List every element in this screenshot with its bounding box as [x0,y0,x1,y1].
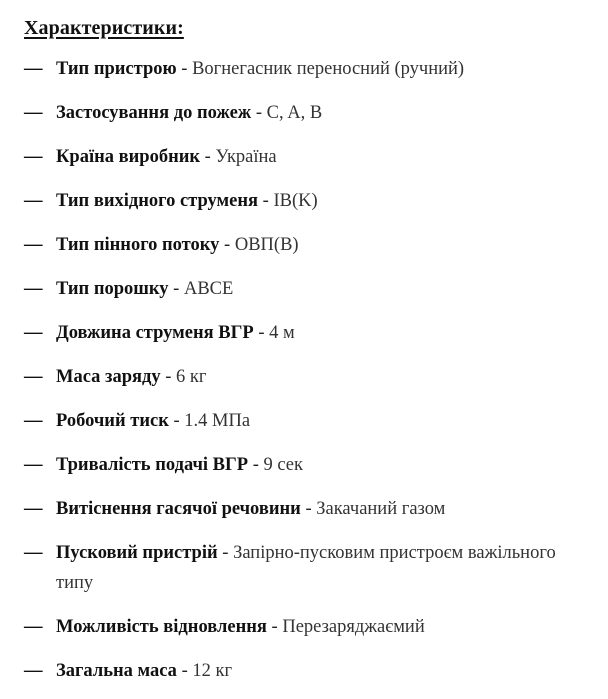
spec-value: C, A, B [266,103,323,123]
spec-value: 6 кг [176,367,207,387]
spec-label: Тип пінного потоку [56,235,220,255]
spec-item-charge-mass [24,362,592,392]
dash-marker: — [24,499,43,519]
spec-value: 4 м [269,323,295,343]
spec-label: Можливість відновлення [56,617,267,637]
spec-label: Пусковий пристрій [56,543,218,563]
spec-value: Вогнегасник переносний (ручний) [192,59,465,79]
spec-item-total-mass [24,656,592,686]
spec-separator: - [160,367,177,387]
dash-marker: — [24,103,43,123]
spec-separator: - [168,279,184,299]
spec-value: IB(K) [273,191,318,211]
spec-separator: - [253,323,270,343]
spec-value: 12 кг [192,661,233,681]
spec-value: 9 сек [263,455,304,475]
spec-label: Застосування до пожеж [56,103,252,123]
specifications-heading: Характеристики: [24,17,184,39]
spec-value: Перезаряджаємий [282,617,425,637]
spec-value: 1.4 МПа [184,411,251,431]
spec-value: Україна [215,147,277,167]
spec-label: Тип вихідного струменя [56,191,259,211]
dash-marker: — [24,235,43,255]
dash-marker: — [24,543,43,563]
spec-item-device-type [24,54,592,84]
spec-item-recharge [24,612,592,642]
dash-marker: — [24,59,43,79]
spec-label: Тип пристрою [56,59,177,79]
spec-item-foam-flow [24,230,592,260]
spec-item-powder-type [24,274,592,304]
spec-label: Тип порошку [56,279,169,299]
dash-marker: — [24,411,43,431]
dash-marker: — [24,279,43,299]
spec-separator: - [300,499,317,519]
spec-separator: - [168,411,185,431]
spec-separator: - [219,235,235,255]
spec-separator: - [176,59,193,79]
spec-item-stream-type [24,186,592,216]
dash-marker: — [24,323,43,343]
spec-separator: - [258,191,274,211]
spec-separator: - [248,455,264,475]
spec-item-stream-length [24,318,592,348]
spec-item-working-pressure [24,406,592,436]
spec-label: Загальна маса [56,661,177,681]
spec-label: Довжина струменя ВГР [56,323,254,343]
spec-label: Країна виробник [56,147,201,167]
spec-item-discharge-duration [24,450,592,480]
spec-label: Робочий тиск [56,411,169,431]
spec-separator: - [176,661,193,681]
spec-label: Тривалість подачі ВГР [56,455,249,475]
dash-marker: — [24,147,43,167]
spec-separator: - [217,543,234,563]
spec-value: Запірно-пусковим пристроєм важільного типу [56,543,556,593]
spec-item-fire-classes [24,98,592,128]
dash-marker: — [24,367,43,387]
spec-value: ОВП(B) [234,235,299,255]
spec-label: Витіснення гасячої речовини [56,499,301,519]
spec-value: Закачаний газом [316,499,446,519]
spec-item-country [24,142,592,172]
dash-marker: — [24,455,43,475]
spec-item-trigger [24,538,592,598]
spec-separator: - [251,103,267,123]
specifications-list [24,54,592,686]
dash-marker: — [24,617,43,637]
spec-separator: - [200,147,216,167]
spec-value: ABCE [183,279,234,299]
spec-label: Маса заряду [56,367,161,387]
dash-marker: — [24,191,43,211]
spec-item-propellant [24,494,592,524]
spec-separator: - [266,617,283,637]
dash-marker: — [24,661,43,681]
